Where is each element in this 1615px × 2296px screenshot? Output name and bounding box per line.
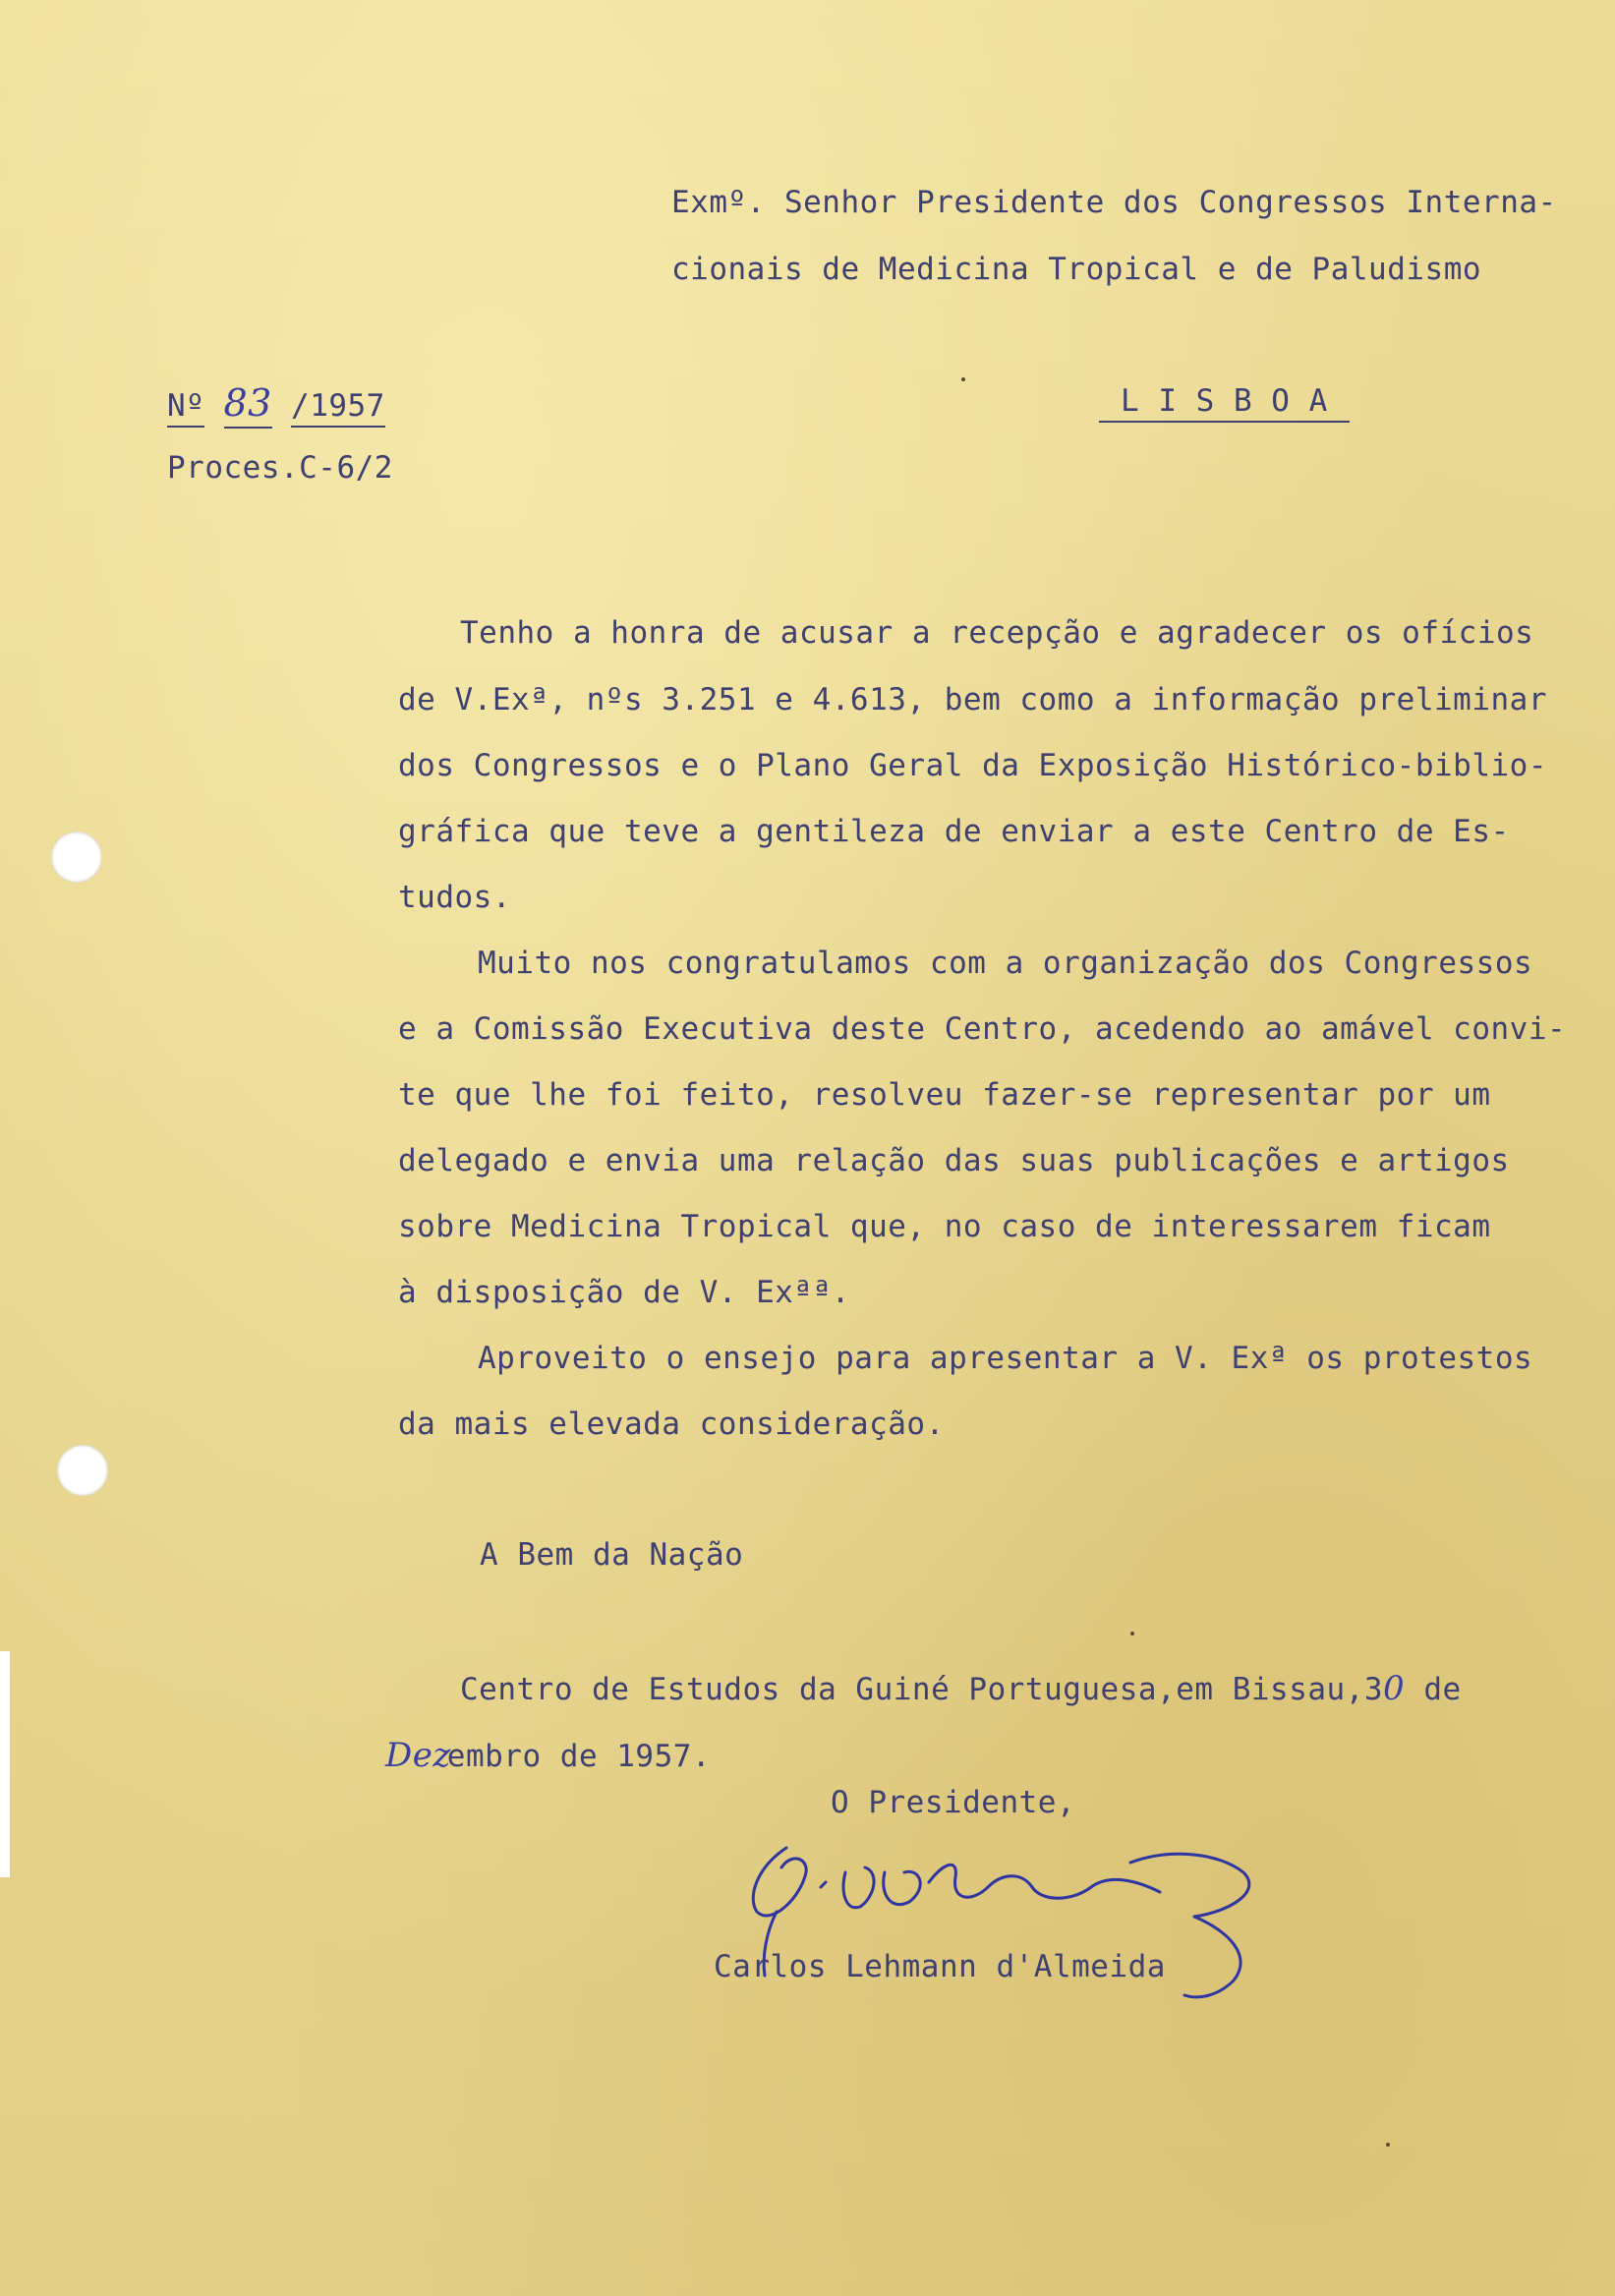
signatory-name: Carlos Lehmann d'Almeida xyxy=(714,1949,1166,1984)
body-line-6: Muito nos congratulamos com a organização dos Congressos xyxy=(478,946,1533,981)
body-line-11: à disposição de V. Exªª. xyxy=(398,1275,850,1310)
reference-process: Proces.C-6/2 xyxy=(167,450,393,486)
salutation: A Bem da Nação xyxy=(480,1537,744,1573)
body-line-2: de V.Exª, nºs 3.251 e 4.613, bem como a informação preliminar xyxy=(398,682,1547,718)
body-line-8: te que lhe foi feito, resolveu fazer-se representar por um xyxy=(398,1077,1491,1113)
place-date-text: Centro de Estudos da Guiné Portuguesa,em Bissau,3 xyxy=(460,1672,1384,1707)
body-line-13: da mais elevada consideração. xyxy=(398,1406,945,1442)
body-line-9: delegado e envia uma relação das suas publicações e artigos xyxy=(398,1143,1510,1178)
paper-speck xyxy=(1386,2143,1390,2147)
day-correction-handwritten: 0 xyxy=(1383,1669,1406,1708)
place-date-de: de xyxy=(1405,1672,1462,1707)
addressee-line-2: cionais de Medicina Tropical e de Paludismo xyxy=(671,252,1482,287)
reference-number-handwritten: 83 xyxy=(224,381,272,429)
city-heading: L I S B O A xyxy=(1099,383,1350,423)
month-correction-handwritten: Dez xyxy=(385,1736,451,1775)
body-line-7: e a Comissão Executiva deste Centro, acedendo ao amável convi- xyxy=(398,1011,1567,1047)
closing: O Presidente, xyxy=(831,1785,1076,1820)
body-line-3: dos Congressos e o Plano Geral da Exposição Histórico-biblio- xyxy=(398,748,1547,783)
body-line-1: Tenho a honra de acusar a recepção e agradecer os ofícios xyxy=(460,615,1534,651)
reference-prefix: Nº xyxy=(167,388,204,428)
body-line-12: Aproveito o ensejo para apresentar a V. Exª os protestos xyxy=(478,1341,1533,1376)
body-line-4: gráfica que teve a gentileza de enviar a este Centro de Es- xyxy=(398,814,1510,849)
paper-speck xyxy=(961,377,965,381)
body-line-10: sobre Medicina Tropical que, no caso de interessarem ficam xyxy=(398,1209,1491,1244)
reference-year: /1957 xyxy=(291,388,385,428)
body-line-5: tudos. xyxy=(398,880,511,915)
place-date-month-year: embro de 1957. xyxy=(446,1739,712,1774)
paper-speck xyxy=(1130,1632,1134,1636)
addressee-line-1: Exmº. Senhor Presidente dos Congressos Interna- xyxy=(671,185,1557,220)
